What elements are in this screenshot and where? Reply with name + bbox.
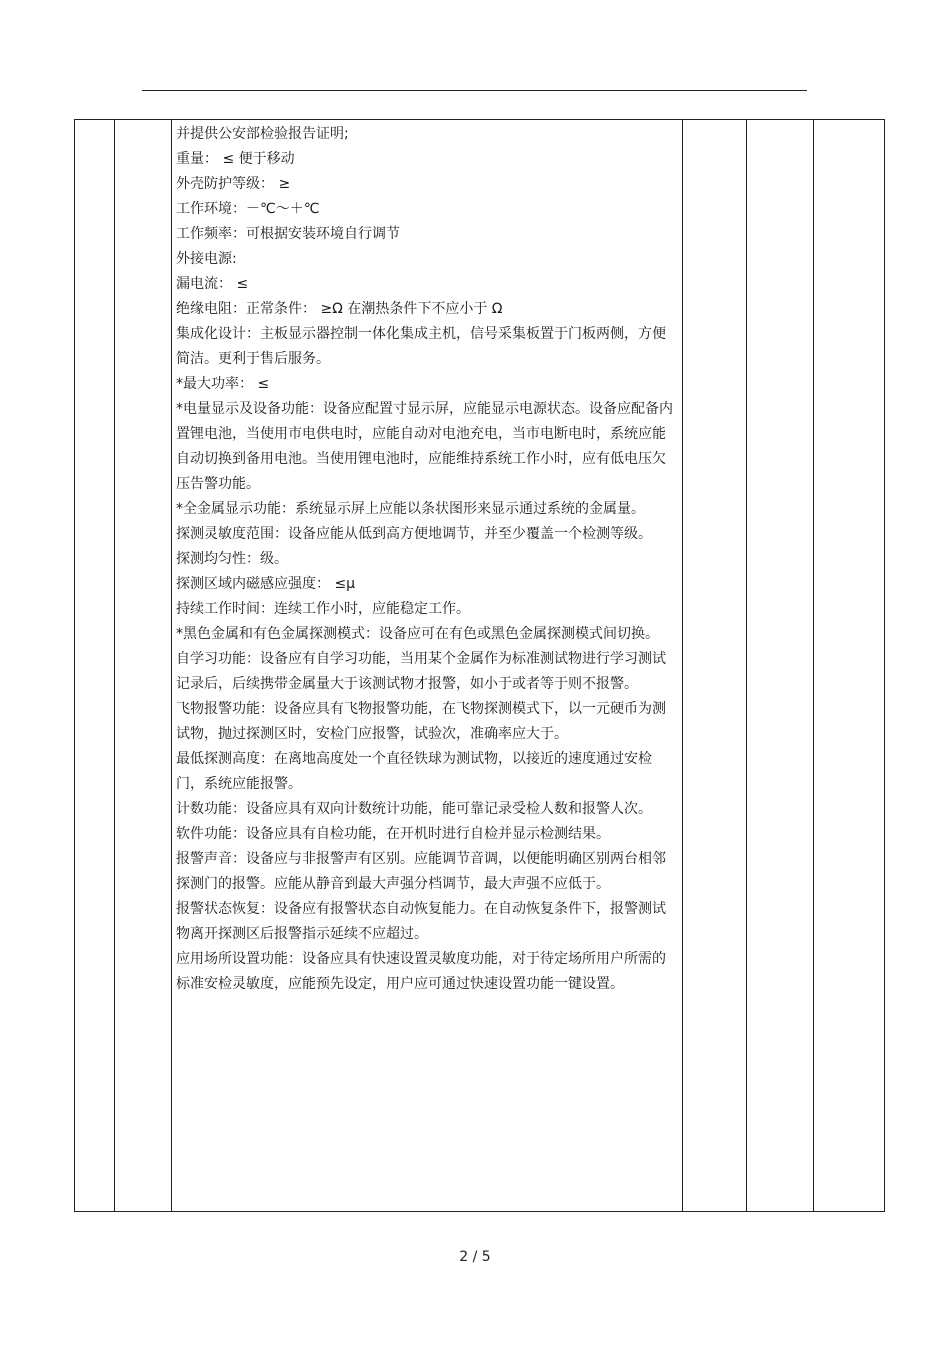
requirement-paragraph: 集成化设计：主板显示器控制一体化集成主机，信号采集板置于门板两侧，方便简洁。更利于售后服务。 [176, 326, 666, 367]
page-number: 2 / 5 [459, 1249, 491, 1265]
requirement-paragraph: 工作频率：可根据安装环境自行调节 [176, 226, 400, 242]
header-rule [142, 90, 807, 91]
requirement-paragraph: 飞物报警功能：设备应具有飞物报警功能，在飞物探测模式下，以一元硬币为测试物，抛过探测区时，安检门应报警，试验次，准确率应大于。 [176, 701, 666, 742]
requirement-paragraph: 探测灵敏度范围：设备应能从低到高方便地调节，并至少覆盖一个检测等级。 [176, 526, 652, 542]
requirement-paragraph: 最低探测高度：在离地高度处一个直径铁球为测试物，以接近的速度通过安检门，系统应能报警。 [176, 751, 652, 792]
requirement-paragraph: 探测区域内磁感应强度： ≤μ [176, 576, 356, 592]
requirement-paragraph: 外壳防护等级： ≥ [176, 176, 291, 192]
requirement-paragraph: *电量显示及设备功能：设备应配置寸显示屏，应能显示电源状态。设备应配备内置锂电池，当使用市电供电时，应能自动对电池充电，当市电断电时，系统应能自动切换到备用电池。当使用锂电池时，应能维持系统工作小时，应有低电压欠压告警功能。 [176, 401, 673, 492]
requirement-paragraph: 自学习功能：设备应有自学习功能，当用某个金属作为标准测试物进行学习测试记录后，后续携带金属量大于该测试物才报警，如小于或者等于则不报警。 [176, 651, 666, 692]
requirement-paragraph: 报警声音：设备应与非报警声有区别。应能调节音调，以便能明确区别两台相邻探测门的报警。应能从静音到最大声强分档调节，最大声强不应低于。 [176, 851, 666, 892]
quantity-cell [683, 120, 747, 1212]
requirement-paragraph: 探测均匀性：级。 [176, 551, 288, 567]
unit-cell [747, 120, 814, 1212]
remarks-cell [814, 120, 885, 1212]
requirement-paragraph: 持续工作时间：连续工作小时，应能稳定工作。 [176, 601, 470, 617]
requirement-paragraph: 绝缘电阻：正常条件： ≥Ω 在潮热条件下不应小于 Ω [176, 301, 503, 317]
requirement-paragraph: 报警状态恢复：设备应有报警状态自动恢复能力。在自动恢复条件下，报警测试物离开探测区后报警指示延续不应超过。 [176, 901, 666, 942]
requirement-paragraph: 外接电源: [176, 251, 237, 267]
spec-table [74, 119, 885, 1212]
requirement-paragraph: 应用场所设置功能：设备应具有快速设置灵敏度功能，对于待定场所用户所需的标准安检灵敏度，应能预先设定，用户应可通过快速设置功能一键设置。 [176, 951, 666, 992]
requirement-paragraph: *全金属显示功能：系统显示屏上应能以条状图形来显示通过系统的金属量。 [176, 501, 645, 517]
requirement-paragraph: 漏电流： ≤ [176, 276, 249, 292]
requirement-paragraph: 工作环境：－℃～＋℃ [176, 201, 320, 217]
index-cell [75, 120, 115, 1212]
requirement-paragraph: *最大功率： ≤ [176, 376, 270, 392]
requirements-cell [172, 120, 683, 1212]
item-name-cell [115, 120, 172, 1212]
table-row [75, 120, 885, 1212]
requirement-paragraph: 软件功能：设备应具有自检功能，在开机时进行自检并显示检测结果。 [176, 826, 610, 842]
requirement-paragraph: 计数功能：设备应具有双向计数统计功能，能可靠记录受检人数和报警人次。 [176, 801, 652, 817]
requirement-paragraph: *黑色金属和有色金属探测模式：设备应可在有色或黑色金属探测模式间切换。 [176, 626, 659, 642]
requirements-text [172, 120, 682, 997]
requirement-paragraph: 重量： ≤ 便于移动 [176, 151, 295, 167]
requirement-paragraph: 并提供公安部检验报告证明; [176, 126, 349, 142]
